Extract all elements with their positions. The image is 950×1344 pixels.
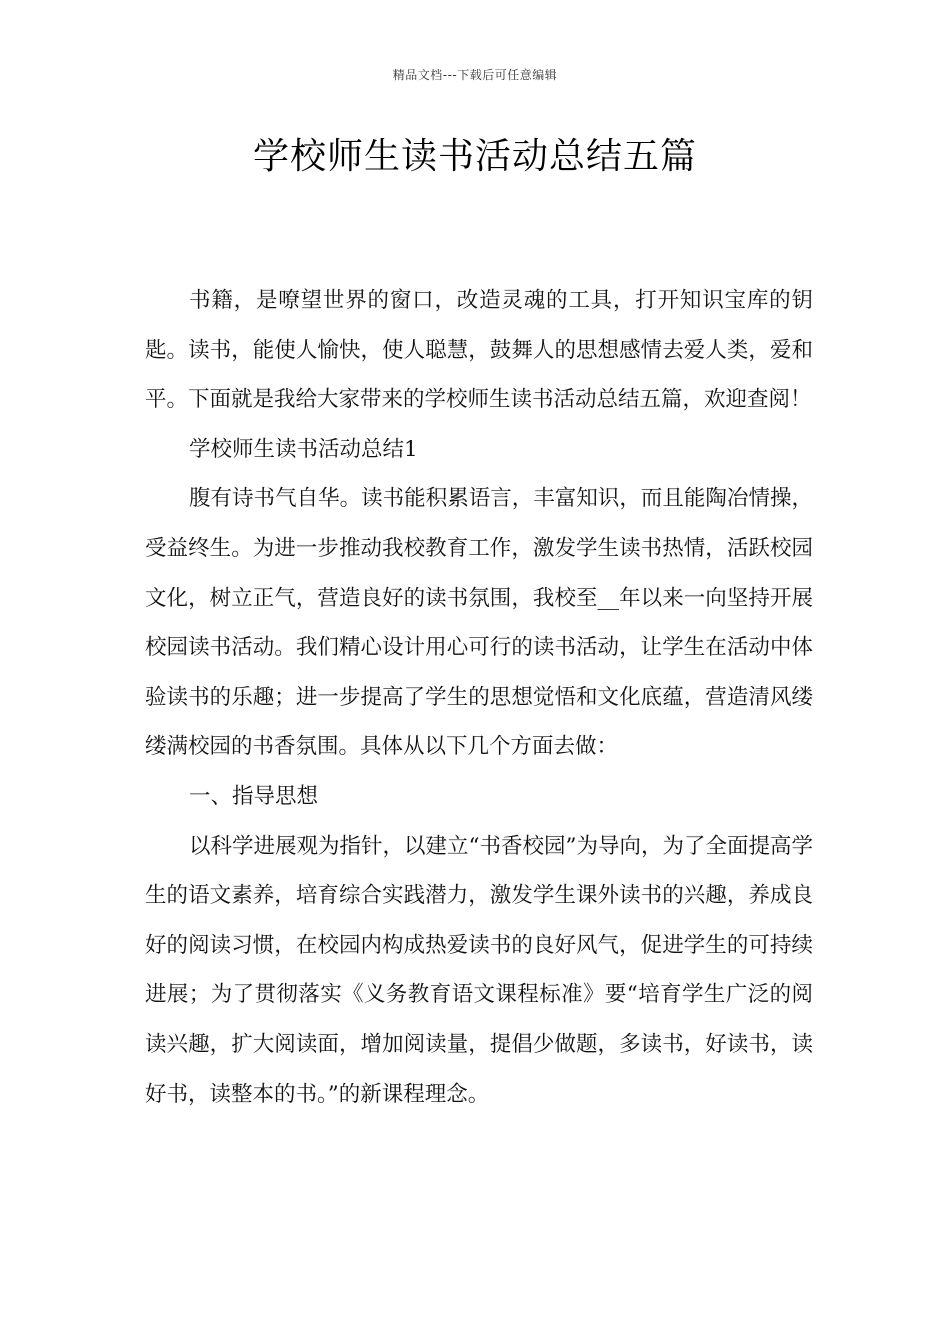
section-heading: 学校师生读书活动总结1 xyxy=(189,436,418,462)
intro-paragraph: 书籍，是嘹望世界的窗口，改造灵魂的工具，打开知识宝库的钥匙。读书，能使人愉快，使人聪慧，鼓舞人的思想感情去爱人类，爱和平。下面就是我给大家带来的学校师生读书活动总结五篇，欢迎查阅！ xyxy=(145,288,813,413)
body-paragraph: 腹有诗书气自华。读书能积累语言，丰富知识，而且能陶冶情操，受益终生。为进一步推动我校教育工作，激发学生读书热情，活跃校园文化，树立正气，营造良好的读书氛围，我校至__年以来一向坚持开展校园读书活动。我们精心设计用心可行的读书活动，让学生在活动中体验读书的乐趣；进一步提高了学生的思想觉悟和文化底蕴，营造清风缕缕满校园的书香氛围。具体从以下几个方面去做： xyxy=(145,486,813,760)
document-title: 学校师生读书活动总结五篇 xyxy=(252,136,697,177)
document-body xyxy=(145,276,813,1119)
subsection-heading: 一、指导思想 xyxy=(189,783,319,809)
body-paragraph: 以科学进展观为指针，以建立“书香校园”为导向，为了全面提高学生的语文素养，培育综合实践潜力，激发学生课外读书的兴趣，养成良好的阅读习惯，在校园内构成热爱读书的良好风气，促进学生的可持续进展；为了贯彻落实《义务教育语文课程标准》要“培育学生广泛的阅读兴趣，扩大阅读面，增加阅读量，提倡少做题，多读书，好读书，读好书，读整本的书。”的新课程理念。 xyxy=(145,833,813,1107)
header-note: 精品文档---下载后可任意编辑 xyxy=(392,68,558,82)
